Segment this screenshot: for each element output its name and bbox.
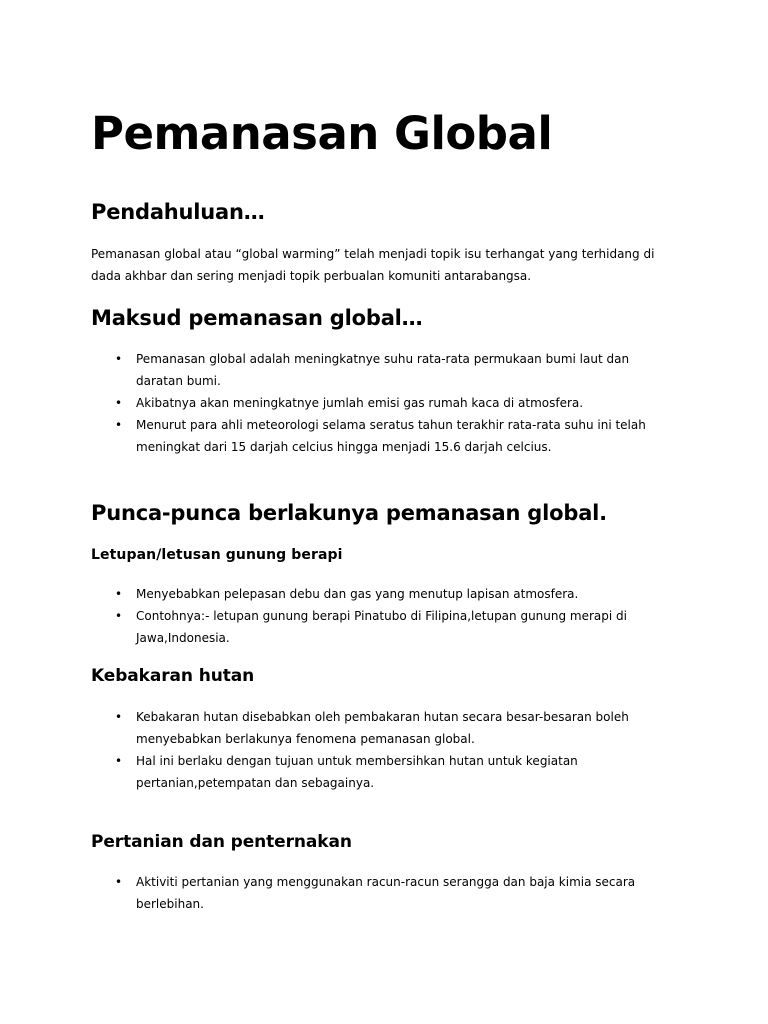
- causes-heading: Punca-punca berlakunya pemanasan global.: [91, 501, 607, 525]
- bullet-icon: •: [115, 609, 123, 623]
- meaning-list: [91, 348, 671, 458]
- list-item: • Pemanasan global adalah meningkatnye suhu rata-rata permukaan bumi laut dan daratan bumi.: [91, 348, 671, 392]
- list-item: • Hal ini berlaku dengan tujuan untuk membersihkan hutan untuk kegiatan pertanian,petempatan dan sebagainya.: [91, 750, 671, 794]
- intro-heading: Pendahuluan…: [91, 200, 265, 224]
- intro-paragraph: Pemanasan global atau “global warming” telah menjadi topik isu terhangat yang terhidang di dada akhbar dan sering menjadi topik perbualan komuniti antarabangsa.: [91, 247, 655, 283]
- volcano-list: [91, 583, 671, 649]
- bullet-icon: •: [115, 710, 123, 724]
- bullet-icon: •: [115, 352, 123, 366]
- list-item: • Akibatnya akan meningkatnye jumlah emisi gas rumah kaca di atmosfera.: [91, 392, 671, 414]
- bullet-icon: •: [115, 418, 123, 432]
- forest-fire-heading: Kebakaran hutan: [91, 666, 255, 686]
- agriculture-heading: Pertanian dan penternakan: [91, 832, 352, 852]
- list-item: • Menurut para ahli meteorologi selama seratus tahun terakhir rata-rata suhu ini telah meningkat dari 15 darjah celcius hingga menjadi 15.6 darjah celcius.: [91, 414, 671, 458]
- forest-fire-list: [91, 706, 671, 794]
- volcano-heading: Letupan/letusan gunung berapi: [91, 547, 343, 563]
- list-item: • Contohnya:- letupan gunung berapi Pinatubo di Filipina,letupan gunung merapi di Jawa,Indonesia.: [91, 605, 671, 649]
- bullet-icon: •: [115, 875, 123, 889]
- bullet-icon: •: [115, 754, 123, 768]
- list-item: • Menyebabkan pelepasan debu dan gas yang menutup lapisan atmosfera.: [91, 583, 671, 605]
- document-title: Pemanasan Global: [91, 107, 553, 160]
- bullet-icon: •: [115, 587, 123, 601]
- list-item: • Kebakaran hutan disebabkan oleh pembakaran hutan secara besar-besaran boleh menyebabkan berlakunya fenomena pemanasan global.: [91, 706, 671, 750]
- agriculture-list: [91, 871, 671, 915]
- list-item: • Aktiviti pertanian yang menggunakan racun-racun serangga dan baja kimia secara berlebihan.: [91, 871, 671, 915]
- bullet-icon: •: [115, 396, 123, 410]
- meaning-heading: Maksud pemanasan global…: [91, 306, 423, 330]
